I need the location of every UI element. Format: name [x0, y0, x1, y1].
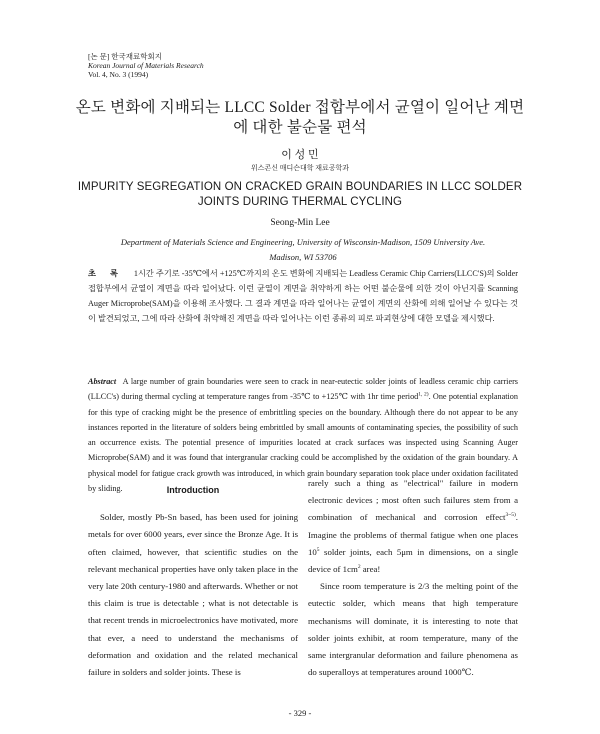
- intro-paragraph-1: Solder, mostly Pb-Sn based, has been used for joining metals for over 6000 years, ever since the Bronze Age. It is often claimed, however, that scientific studies on the relevant mechanical properties have only taken place in the very late 20th century-1980 and afterwards. Whether or not this claim is true is detectable ; what is not detectable is that recent trends in microelectronics have motivated, more that ever, a need to understand the mechanisms of deformation and oxidation and the related mechanical failure in solders and solder joints. These is: [88, 512, 298, 678]
- affiliation-line-2: Madison, WI 53706: [269, 252, 337, 262]
- korean-title: 온도 변화에 지배되는 LLCC Solder 접합부에서 균열이 일어난 계면에 대한 불순물 편석: [75, 99, 525, 136]
- english-author: Seong-Min Lee: [270, 218, 330, 228]
- abstract-reference: 1, 2): [418, 391, 429, 398]
- korean-abstract-text: 1시간 주기로 -35℃에서 +125℃까지의 온도 변화에 지배되는 Leadless Ceramic Chip Carriers(LLCC'S)의 Solder접합부에서 균열이 계면을 따라 일어났다. 이런 균열이 계면을 취약하게 하는 어떤 불순물에 의한 것이 아닌지를 Scanning Auger Microprobe(SAM)을 이용해 조사했다. 그 결과 계면을 따라 일어나는 균열이 계면의 산화에 의해 일어날 수 있다는 것이 발견되었고, 그에 따라 산화에 취약해진 계면을 따라 일어나는 이런 종류의 피로 파괴현상에 대한 모델을 제시했다.: [88, 269, 518, 323]
- introduction-heading: Introduction: [166, 485, 220, 495]
- paragraph-2-text-1: rarely such a thing as "electrical" failure in modern electronic devices ; most often such failures stem from a combination of mechanical and corrosion effect: [308, 478, 518, 523]
- english-abstract-text-1: A large number of grain boundaries were seen to crack in near-eutectic solder joints of leadless ceramic chip carriers (LLCC's) during thermal cycling at temperature ranges from -35℃ to +125℃ with 1hr time period: [88, 377, 518, 402]
- journal-name: Korean Journal of Materials Research: [88, 61, 204, 70]
- exponent-5: 5: [316, 546, 320, 553]
- journal-volume: Vol. 4, No. 3 (1994): [88, 70, 149, 79]
- korean-abstract-label: 초 록: [88, 269, 124, 278]
- left-column: [88, 485, 298, 681]
- english-abstract-text-2: . One potential explanation for this type of cracking might be the presence of embrittling species on the boundary. Although there do not appear to be any instances reported in the literature of solders being embrittled by small amounts of contaminating species, the possibility of such an occurrence exists. The potential presence of impurities located at crack surfaces was inspected using Scanning Auger Microprobe(SAM) and it was found that intergranular cracking could be accomplished by the oxidation of the grain boundary. A physical model for fatigue crack growth was introduced, in which grain boundary separation took place under oxidation facilitated by sliding.: [88, 392, 518, 494]
- right-column: [308, 475, 518, 681]
- paragraph-2-text-2: . Imagine the problems of thermal fatigue when one places 10: [308, 512, 518, 557]
- korean-affiliation: 위스콘신 매디슨대학 재료공학과: [250, 164, 350, 172]
- paragraph-2-text-3: solder joints, each 5μm in dimensions, on a single device of 1cm: [308, 546, 518, 575]
- intro-paragraph-2: [308, 475, 518, 578]
- exponent-2: 2: [357, 564, 361, 571]
- paragraph-2-text-4: area!: [360, 564, 381, 575]
- korean-abstract: [88, 266, 518, 326]
- english-affiliation: [88, 235, 518, 265]
- journal-category: [논 문] 한국재료학회지: [88, 52, 162, 61]
- affiliation-line-1: Department of Materials Science and Engineering, University of Wisconsin-Madison, 1509 University Ave.: [120, 237, 486, 247]
- intro-paragraph-3: Since room temperature is 2/3 the melting point of the eutectic solder, which means that high temperature mechanisms will dominate, it is interesting to note that solder joints exhibit, at room temperature, many of the same intergranular deformation and failure phenomena as do superalloys at temperatures around 1000℃.: [308, 581, 518, 678]
- english-abstract-label: Abstract: [88, 377, 117, 386]
- page-number: - 329 -: [288, 708, 312, 718]
- journal-header: [88, 52, 204, 79]
- reference-3-5: 3~5): [505, 512, 516, 519]
- english-title: IMPURITY SEGREGATION ON CRACKED GRAIN BOUNDARIES IN LLCC SOLDER JOINTS DURING THERMAL CYCLING: [77, 181, 523, 208]
- korean-author: 이 성 민: [281, 149, 319, 161]
